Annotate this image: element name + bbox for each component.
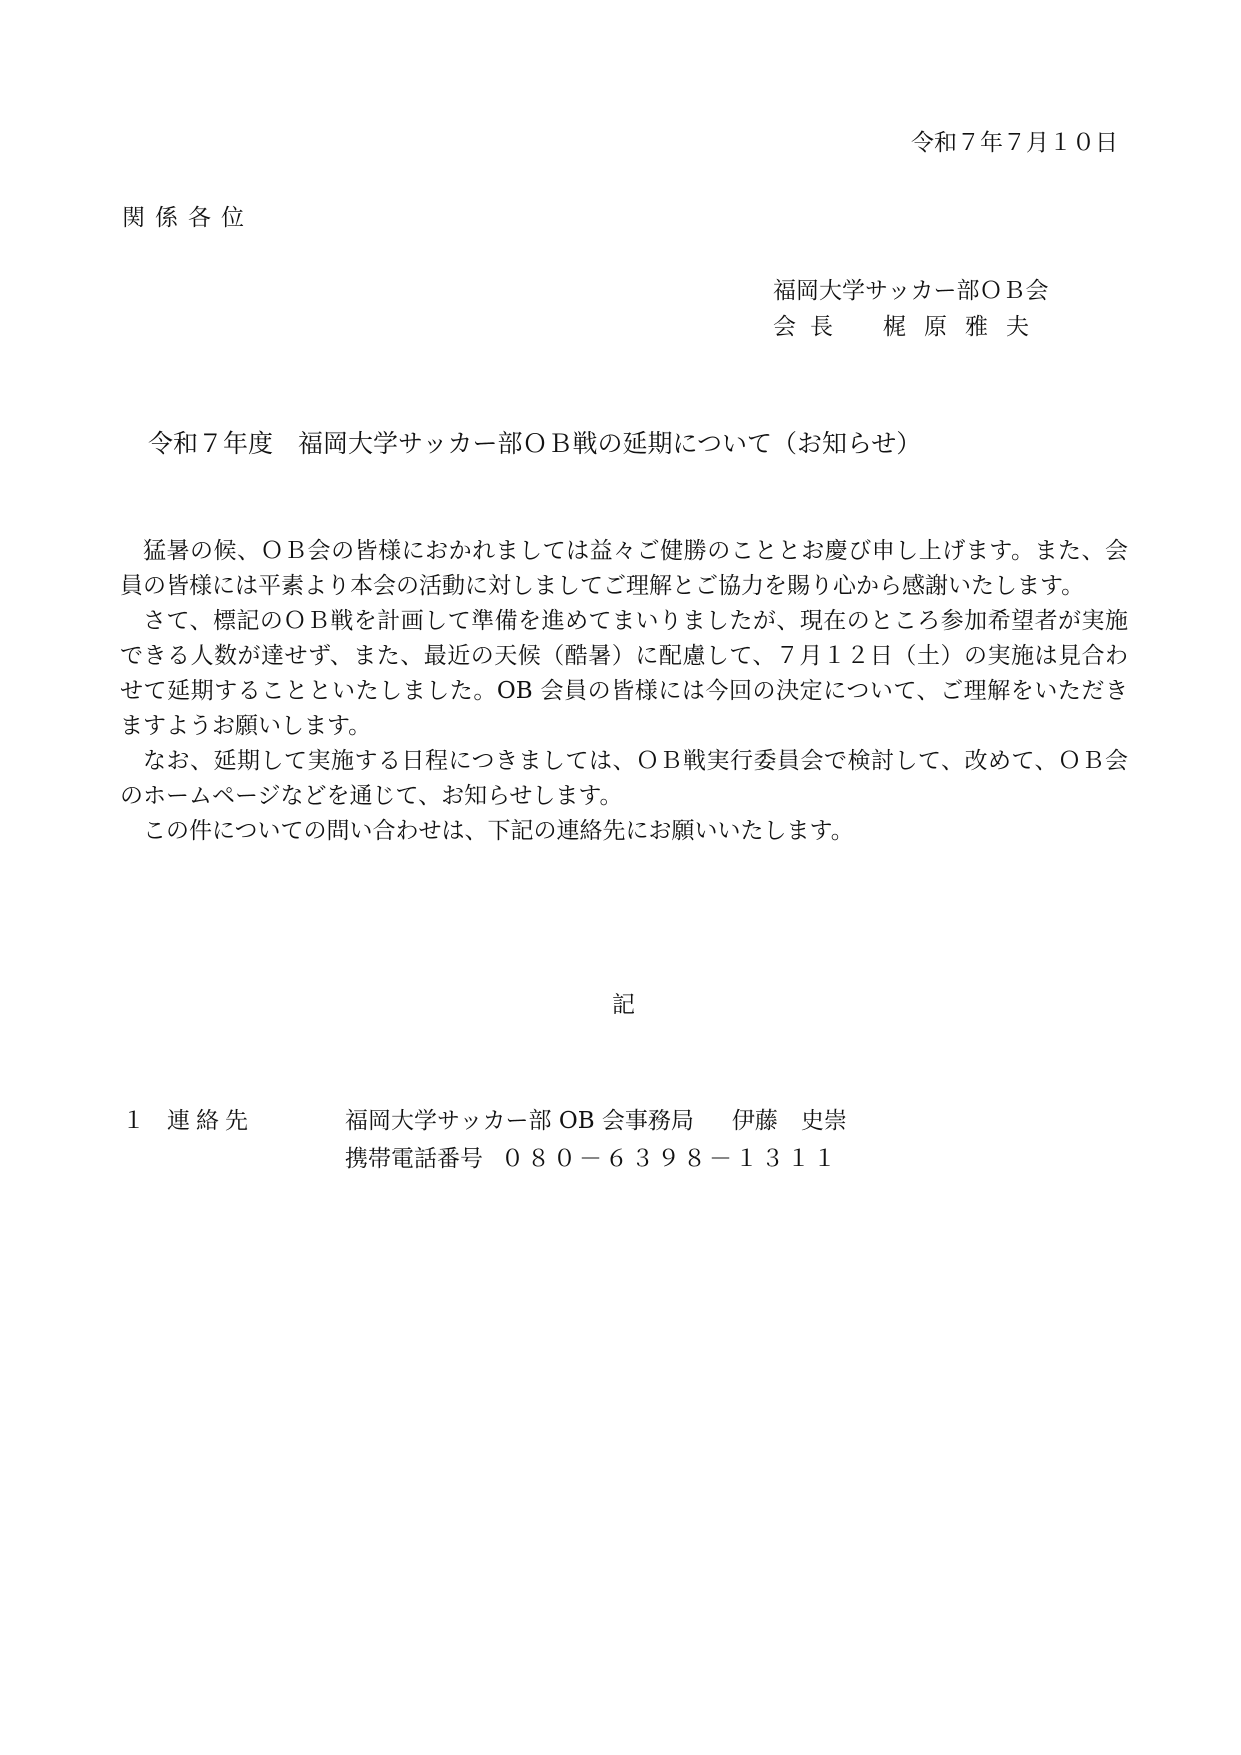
notes-heading: 記 — [612, 992, 635, 1018]
phone-label: 携帯電話番号 — [345, 1146, 483, 1172]
item-label: 連絡先 — [167, 1108, 254, 1134]
contact-item — [122, 1102, 847, 1135]
document-body — [120, 534, 1128, 849]
body-paragraph: 猛暑の候、ＯＢ会の皆様におかれましては益々ご健勝のこととお慶び申し上げます。また、会員の皆様には平素より本会の活動に対しましてご理解とご協力を賜り心から感謝いたします。 — [120, 538, 1128, 599]
sender-role: 会長 — [773, 314, 847, 340]
document-title: 令和７年度 福岡大学サッカー部ＯＢ戦の延期について（お知らせ） — [148, 429, 922, 458]
document-date: 令和７年７月１０日 — [911, 130, 1118, 156]
phone-number: ０８０－６３９８－１３１１ — [501, 1146, 839, 1172]
contact-phone-line — [345, 1140, 839, 1173]
item-number: １ — [122, 1108, 145, 1134]
sender-organization: 福岡大学サッカー部ＯＢ会 — [773, 278, 1049, 304]
sender-name: 梶原雅夫 — [883, 314, 1047, 340]
body-paragraph: なお、延期して実施する日程につきましては、ＯＢ戦実行委員会で検討して、改めて、ＯＢ会のホームページなどを通じて、お知らせします。 — [120, 748, 1128, 809]
recipient-line: 関係各位 — [122, 205, 254, 231]
contact-office: 福岡大学サッカー部 OB 会事務局 — [345, 1108, 694, 1134]
body-paragraph: さて、標記のＯＢ戦を計画して準備を進めてまいりましたが、現在のところ参加希望者が実施できる人数が達せず、また、最近の天候（酷暑）に配慮して、７月１２日（土）の実施は見合わせて延期することといたしました。OB 会員の皆様には今回の決定について、ご理解をいただきますようお願いします。 — [120, 608, 1128, 739]
contact-person: 伊藤 史崇 — [731, 1108, 847, 1134]
sender-signature — [773, 308, 1047, 341]
body-paragraph: この件についての問い合わせは、下記の連絡先にお願いいたします。 — [143, 818, 854, 844]
